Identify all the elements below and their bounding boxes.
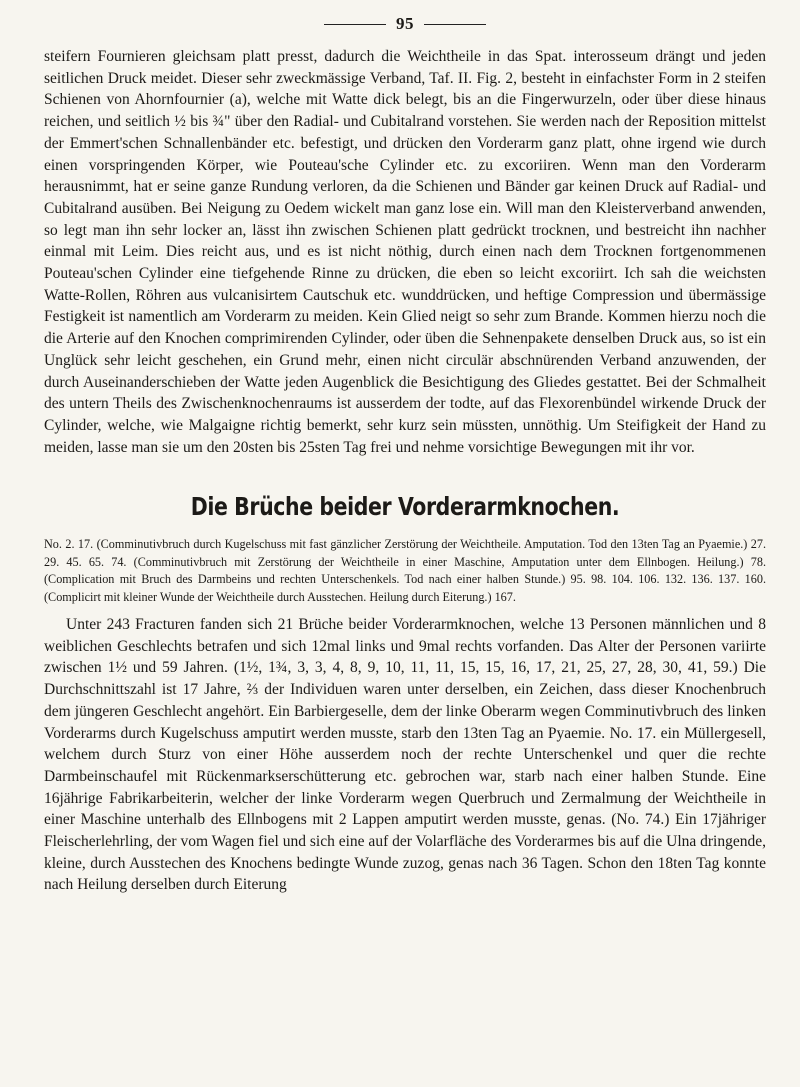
page-header xyxy=(44,14,766,34)
header-rule-left xyxy=(324,24,386,25)
case-number-list: No. 2. 17. (Comminutivbruch durch Kugelschuss mit fast gänzlicher Zerstörung der Weichtheile. Amputation. Tod den 13ten Tag an Pyaemie.) 27. 29. 45. 65. 74. (Comminutivbruch mit Zerstörung der Weichtheile in einer Maschine, Amputation unter dem Ellnbogen. Heilung.) 78. (Complication mit Bruch des Darmbeins und rechten Unterschenkels. Tod nach einer halben Stunde.) 95. 98. 104. 106. 132. 136. 137. 160. (Complicirt mit kleiner Wunde der Weichtheile durch Ausstechen. Heilung durch Eiterung.) 167. xyxy=(44,537,766,604)
section-heading: Die Brüche beider Vorderarmknochen. xyxy=(190,492,620,522)
header-rule-right xyxy=(424,24,486,25)
page-number: 95 xyxy=(396,14,414,33)
body-paragraph-statistics: Unter 243 Fracturen fanden sich 21 Brüche beider Vorderarmknochen, welche 13 Personen männlichen und 8 weiblichen Geschlechts betrafen und sich 12mal links und 9mal rechts vorfanden. Das Alter der Personen variirte zwischen 1½ und 59 Jahren. (1½, 1¾, 3, 3, 4, 8, 9, 10, 11, 11, 15, 15, 16, 17, 21, 25, 27, 28, 30, 41, 59.) Die Durchschnittszahl ist 17 Jahre, ⅔ der Individuen waren unter derselben, ein Zeichen, dass dieser Knochenbruch dem jüngeren Geschlecht angehört. Ein Barbiergeselle, dem der linke Oberarm wegen Comminutivbruch des linken Vorderarms durch Kugelschuss amputirt werden musste, starb den 13ten Tag an Pyaemie. No. 17. ein Müllergesell, welchem durch Sturz von einer Höhe ausserdem noch der rechte Unterschenkel und quer die rechte Darmbeinschaufel mit Rückenmarkserschütterung etc. gebrochen war, starb nach einer halben Stunde. Eine 16jährige Fabrikarbeiterin, welcher der linke Vorderarm wegen Querbruch und Zermalmung der Weichtheile in einer Maschine unterhalb des Ellnbogens mit 2 Lappen amputirt werden musste, genas. (No. 74.) Ein 17jähriger Fleischerlehrling, der vom Wagen fiel und sich eine auf der Volarfläche des Vorderarmes bis auf die Ulna dringende, kleine, durch Ausstechen des Knochens bedingte Wunde zuzog, genas nach 36 Tagen. Schon den 18ten Tag konnte nach Heilung derselben durch Eiterung xyxy=(44,615,766,894)
body-paragraph-continuation: steifern Fournieren gleichsam platt presst, dadurch die Weichtheile in das Spat. interosseum drängt und jeden seitlichen Druck meidet. Dieser sehr zweckmässige Verband, Taf. II. Fig. 2, besteht in einfachster Form in 2 steifen Schienen von Ahornfournier (a), welche mit Watte dick belegt, bis an die Fingerwurzeln, oder über diese hinaus reichen, und seitlich ½ bis ¾" über den Radial- und Cubitalrand vorstehen. Sie werden nach der Reposition mittelst der Emmert'schen Schnallenbänder etc. befestigt, und drücken den Vorderarm ganz platt, ohne irgend wie durch einen vorspringenden Körper, wie Pouteau'sche Cylinder etc. zu excoriiren. Wenn man den Vorderarm herausnimmt, hat er seine ganze Rundung verloren, da die Schienen und Bänder gar keinen Druck auf Radial- und Cubitalrand ausüben. Bei Neigung zu Oedem wickelt man ganz lose ein. Will man den Kleisterverband anwenden, so legt man ihn sehr locker an, lässt ihn zwischen Schienen platt gedrückt trocknen, und bestreicht ihn nachher einmal mit Leim. Dies reicht aus, und es ist nicht nöthig, durch einen nach dem Trocknen fortgenommenen Pouteau'schen Cylinder eine tiefgehende Rinne zu drücken, die eben so leicht excoriirt. Ich sah die weichsten Watte-Rollen, Röhren aus vulcanisirtem Cautschuk etc. wunddrücken, und heftige Compression und übermässige Festigkeit ist namentlich am Vorderarm zu meiden. Kein Glied neigt so sehr zum Brande. Kommen hierzu noch die die Arterie auf den Knochen comprimirenden Cylinder, oder üben die Sehnenpakete denselben Druck aus, so ist ein Unglück sehr leicht geschehen, ein Grund mehr, einen nicht circulär abschnürenden Verband anzuwenden, der durch Auseinanderschieben der Watte jeden Augenblick die Besichtigung des Gliedes gestattet. Bei der Schmalheit des untern Theils des Zwischenknochenraums ist ausserdem der todte, auf das Flexorenbündel wirkende Druck der Cylinder, welche, wie Malgaigne richtig bemerkt, sehr kurz sein müssten, unnöthig. Um Steifigkeit der Hand zu meiden, lasse man sie um den 20sten bis 25sten Tag frei und nehme vorsichtige Bewegungen mit ihr vor. xyxy=(44,48,766,456)
